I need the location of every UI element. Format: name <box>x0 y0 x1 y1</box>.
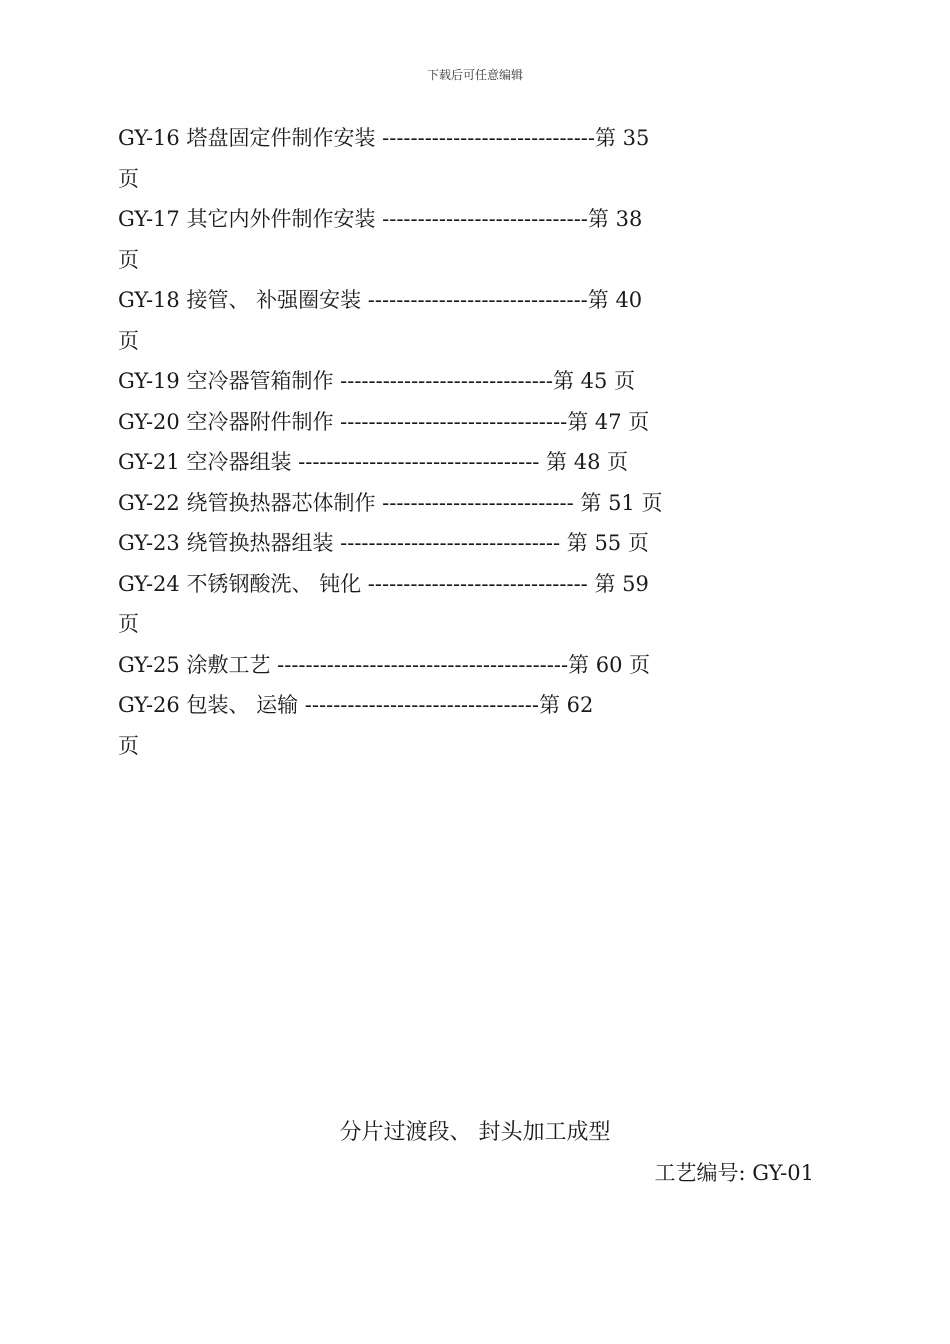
toc-line: 页 <box>118 166 139 191</box>
toc-line: 页 <box>118 247 139 272</box>
toc-line: GY-18 接管、 补强圈安装 -------------------------------第 40 <box>118 288 643 312</box>
table-of-contents <box>118 118 818 766</box>
toc-line: 页 <box>118 328 139 353</box>
toc-line: 页 <box>118 733 139 758</box>
toc-line: GY-17 其它内外件制作安装 -----------------------------第 38 <box>118 207 643 231</box>
toc-line: GY-19 空冷器管箱制作 ------------------------------第 45 页 <box>118 369 636 393</box>
toc-line: GY-20 空冷器附件制作 --------------------------------第 47 页 <box>118 409 650 434</box>
toc-line: GY-23 绕管换热器组装 ------------------------------- 第 55 页 <box>118 531 649 555</box>
toc-line: GY-16 塔盘固定件制作安装 ------------------------------第 35 <box>118 126 650 150</box>
process-number: 工艺编号: GY-01 <box>654 1161 814 1185</box>
toc-line: 页 <box>118 612 139 636</box>
toc-line: GY-22 绕管换热器芯体制作 --------------------------- 第 51 页 <box>118 490 663 515</box>
toc-line: GY-24 不锈钢酸洗、 钝化 ------------------------------- 第 59 <box>118 571 649 596</box>
section-title: 分片过渡段、 封头加工成型 <box>339 1120 611 1145</box>
toc-line: GY-21 空冷器组装 ---------------------------------- 第 48 页 <box>118 450 629 474</box>
toc-line: GY-26 包装、 运输 ---------------------------------第 62 <box>118 693 594 717</box>
page-header-note: 下载后可任意编辑 <box>426 68 523 82</box>
toc-line: GY-25 涂敷工艺 -----------------------------------------第 60 页 <box>118 652 651 677</box>
